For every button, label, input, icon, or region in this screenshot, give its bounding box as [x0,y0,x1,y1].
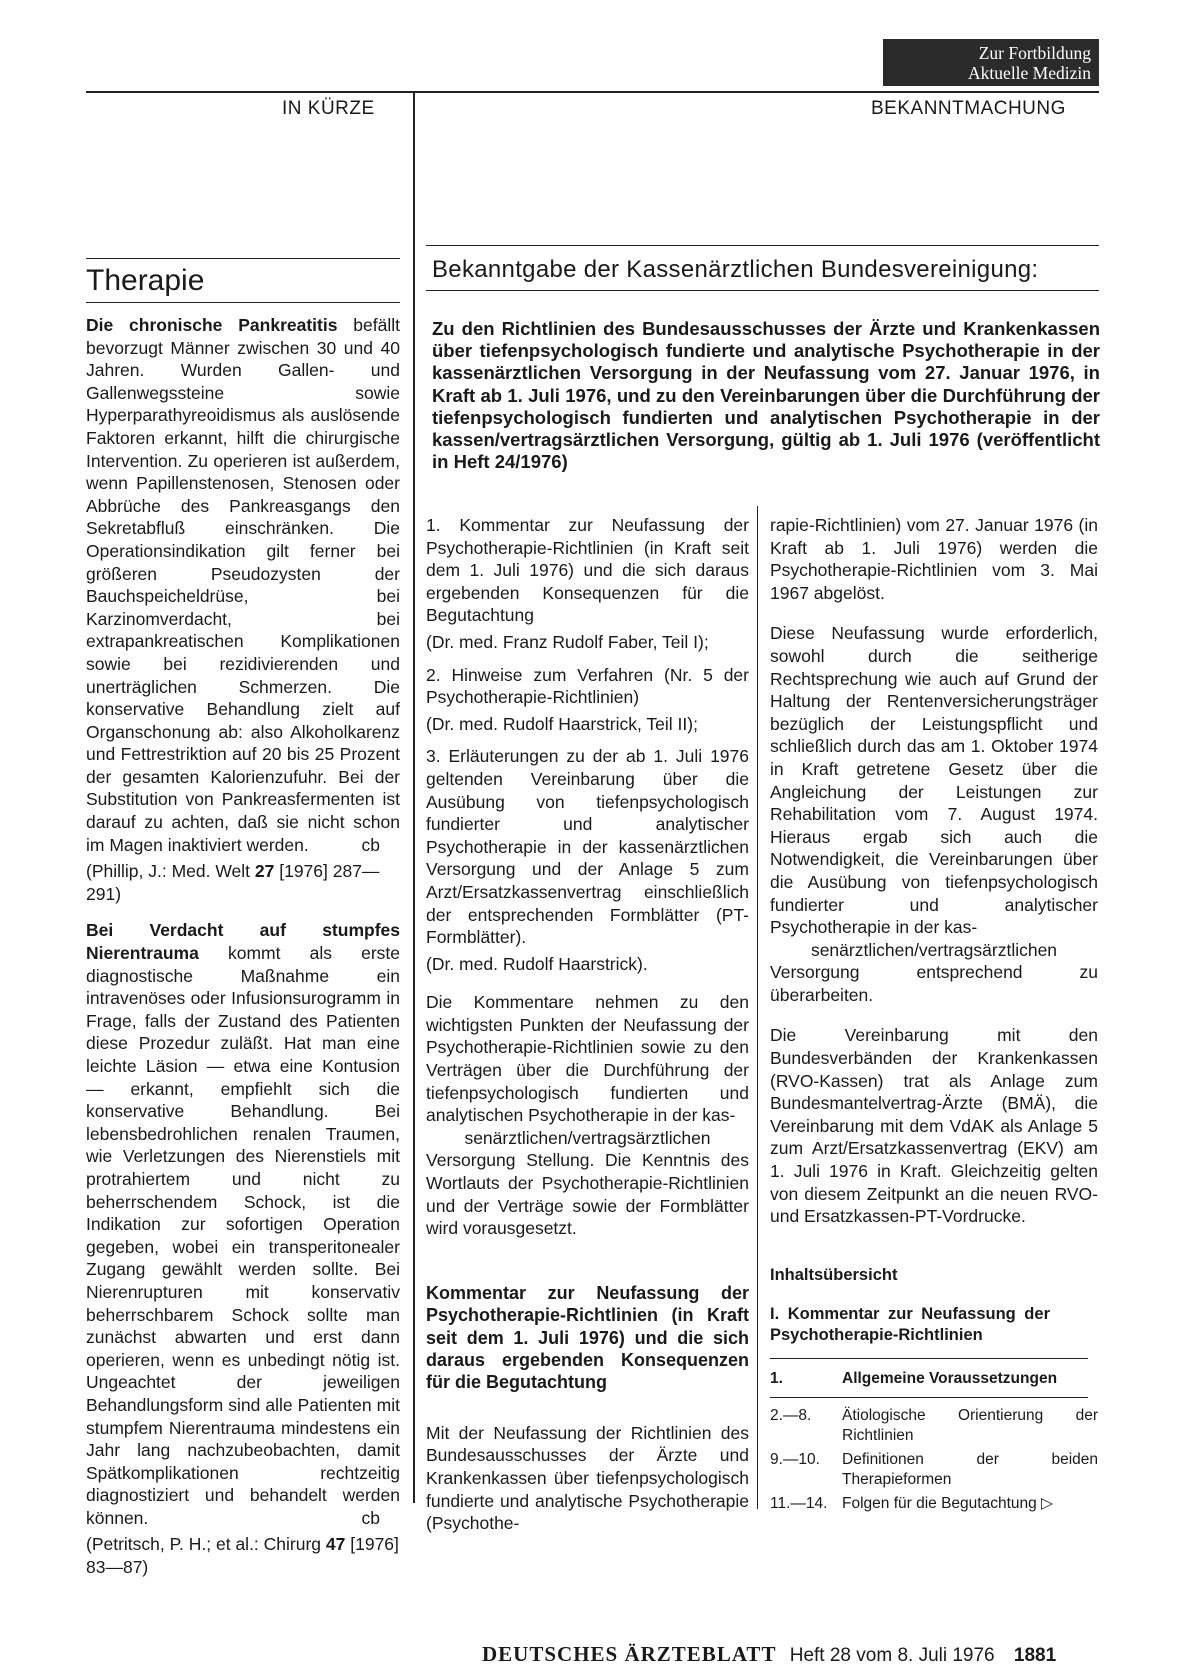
toc-number: 2.—8. [770,1407,812,1425]
paragraph-text: senärztlichen/vertragsärztlichen [464,1127,711,1148]
citation-volume: 47 [325,1534,346,1555]
toc-list [770,1369,1098,1514]
citation-text: (Petritsch, P. H.; et al.: Chirurg [86,1534,326,1555]
page-number: 1881 [1013,1645,1057,1666]
middle-column-text [426,514,749,1545]
right-column-text [770,514,1098,1514]
article-lead: Bei Verdacht auf stumpfes Nierentrauma [86,920,400,964]
toc-row [770,1494,1098,1514]
toc-text: Definitionen der beiden Therapieformen [842,1451,1098,1489]
paragraph-text: Die Kommentare nehmen zu den wichtigsten Punkten der Neufassung der Psychotherapie-Richtlinien sowie zu den Verträgen über die Durchführung der tiefenpsychologisch fundierten und analytischen Psychotherapie in der kas- [426,992,749,1126]
citation-pages: [1976] 287—291) [86,861,380,904]
author-sign: cb [361,834,380,855]
paragraph: 1. Kommentar zur Neufassung der Psychotherapie-Richtlinien (in Kraft seit dem 1. Juli 1976) und die sich daraus ergebenden Konsequenzen für die Begutachtung [426,515,749,626]
author-sign: cb [361,1507,380,1528]
column-divider [413,91,415,1503]
author-line: (Dr. med. Franz Rudolf Faber, Teil I); [426,631,709,652]
citation-text: (Phillip, J.: Med. Welt [86,861,255,882]
announcement-rule-top [426,245,1099,246]
paragraph-text: Versorgung Stellung. Die Kenntnis des Wortlauts der Psychotherapie-Richtlinien und der Verträge sowie der Formblätter wird vorausgesetzt. [426,1150,749,1239]
paragraph: rapie-Richtlinien) vom 27. Januar 1976 (in Kraft ab 1. Juli 1976) werden die Psychotherapie-Richtlinien vom 3. Mai 1967 abgelöst. [770,515,1098,603]
article-nierentrauma [86,919,400,1529]
section-badge [883,39,1099,86]
subheading: Kommentar zur Neufassung der Psychotherapie-Richtlinien (in Kraft seit dem 1. Juli 1976) und die sich daraus ergebenden Konsequenzen für die Begutachtung [426,1282,749,1393]
toc-number: 1. [770,1370,783,1388]
toc-row [770,1406,1098,1446]
section-title: Therapie [86,264,205,297]
header-left: IN KÜRZE [282,98,375,119]
citation-volume: 27 [254,861,275,882]
announcement-rule-bottom [426,290,1099,291]
paragraph: 3. Erläuterungen zu der ab 1. Juli 1976 geltenden Vereinbarung über die Ausübung von tiefenpsychologisch fundierter und analytischer Psychotherapie in der kassenärztlichen Versorgung und der Anlage 5 zum Arzt/Ersatzkassenvertrag einschließlich der entsprechenden Formblätter (PT-Formblätter). [426,746,749,948]
header-rule [86,91,1099,93]
toc-title: Inhaltsübersicht [770,1265,898,1284]
badge-line-1: Zur Fortbildung [978,43,1091,63]
paragraph: 2. Hinweise zum Verfahren (Nr. 5 der Psychotherapie-Richtlinien) [426,664,749,708]
citation [86,1533,400,1578]
toc-section: I. Kommentar zur Neufassung der Psychotherapie-Richtlinien [770,1305,1050,1345]
paragraph: Mit der Neufassung der Richtlinien des Bundesausschusses der Ärzte und Krankenkassen über tiefenpsychologisch fundierte und analytische Psychotherapie (Psychothe- [426,1422,749,1534]
left-column-text [86,314,400,1589]
toc-text: Allgemeine Voraussetzungen [842,1370,1058,1388]
announcement-lead: Zu den Richtlinien des Bundesausschusses der Ärzte und Krankenkassen über tiefenpsychologisch fundierte und analytische Psychotherapie in der kassenärztlichen Versorgung in der Neufassung vom 27. Januar 1976, in Kraft ab 1. Juli 1976, und zu den Vereinbarungen über die Durchführung der tiefenpsychologisch fundierten und analytischen Psychotherapie in der kassen/vertragsärztlichen Versorgung, gültig ab 1. Juli 1976 (veröffentlicht in Heft 24/1976) [432,318,1100,473]
issue-info: Heft 28 vom 8. Juli 1976 [789,1645,995,1666]
toc-number: 11.—14. [770,1495,828,1513]
paragraph-text: Versorgung entsprechend zu überarbeiten. [770,962,1098,1005]
article-lead: Die chronische Pankreatitis [86,315,338,335]
inner-column-divider [757,506,758,1509]
masthead: DEUTSCHES ÄRZTEBLATT [482,1642,777,1666]
announcement-title: Bekanntgabe der Kassenärztlichen Bundesvereinigung: [432,256,1039,283]
therapie-rule-top [86,258,400,259]
author-line: (Dr. med. Rudolf Haarstrick, Teil II); [426,713,698,734]
therapie-rule-bottom [86,302,400,303]
toc-rule [770,1358,1088,1359]
author-line: (Dr. med. Rudolf Haarstrick). [426,953,648,974]
page-footer [482,1642,1056,1667]
toc-rule [770,1397,1088,1398]
toc-row [770,1369,1098,1389]
toc-text: Folgen für die Begutachtung ▷ [842,1495,1053,1513]
header-right: BEKANNTMACHUNG [871,98,1066,119]
paragraph-text: senärztlichen/vertragsärztlichen [810,939,1058,960]
toc-text: Ätiologische Orientierung der Richtlinien [842,1407,1098,1445]
paragraph-text: Diese Neufassung wurde erforderlich, sowohl durch die seitherige Rechtsprechung wie auch auf Grund der Haltung der Rentenversicherungsträger bezüglich der Leistungspflicht und schließlich durch das am 1. Oktober 1974 in Kraft getretene Gesetz über die Angleichung der Leistungen zur Rehabilitation vom 7. August 1974. Hieraus ergab sich auch die Notwendigkeit, die Vereinbarungen über die Ausübung von tiefenpsychologisch fundierter und analytischer Psychotherapie in der kas- [770,623,1098,938]
paragraph [770,622,1098,1006]
citation [86,860,400,905]
toc-row [770,1450,1098,1490]
article-pankreatitis [86,314,400,856]
paragraph: Die Vereinbarung mit den Bundesverbänden der Krankenkassen (RVO-Kassen) trat als Anlage zum Bundesmantelvertrag-Ärzte (BMÄ), die Vereinbarung mit dem VdAK als Anlage 5 zum Arzt/Ersatzkassenvertrag (EKV) am 1. Juli 1976 in Kraft. Gleichzeitig gelten von diesem Zeitpunkt an die neuen RVO- und Ersatzkassen-PT-Vordrucke. [770,1025,1098,1227]
toc-number: 9.—10. [770,1451,820,1469]
paragraph [426,991,749,1240]
article-body: befällt bevorzugt Männer zwischen 30 und 40 Jahren. Wurden Gallen- und Gallenwegssteine sowie Hyperparathyreoidismus als auslösende Faktoren erkannt, hilft die chirurgische Intervention. Zu operieren ist außerdem, wenn Papillenstenosen, Stenosen oder Abbrüche des Pankreasgangs den Sekretabfluß einschränken. Die Operationsindikation gilt ferner bei größeren Pseudozysten der Bauchspeicheldrüse, bei Karzinomverdacht, bei extrapankreatischen Komplikationen sowie bei rezidivierenden und unerträglichen Schmerzen. Die konservative Behandlung zielt auf Organschonung ab: also Alkoholkarenz und Fettrestriktion auf 20 bis 25 Prozent der gesamten Kalorienzufuhr. Bei der Substitution von Pankreasfermenten ist darauf zu achten, daß sie nicht schon im Magen inaktiviert werden. [86,315,400,855]
badge-line-2: Aktuelle Medizin [968,63,1091,83]
citation-pages: [1976] 83—87) [86,1534,399,1578]
article-body: kommt als erste diagnostische Maßnahme ein intravenöses oder Infusionsurogramm in Frage, falls der Zustand des Patienten diese Prozedur zuläßt. Hat man eine leichte Läsion — etwa eine Kontusion — erkannt, empfiehlt sich die konservative Behandlung. Bei lebensbedrohlichen renalen Traumen, wie Verletzungen des Nierenstiels mit protrahiertem und nicht zu beherrschendem Schock, ist die Indikation zur sofortigen Operation gegeben, wobei ein transperitonealer Zugang gewählt werden sollte. Bei Nierenrupturen mit konservativ beherrschbarem Schock sollte man zunächst abwarten und erst dann operieren, wenn es unbedingt nötig ist. Ungeachtet der jeweiligen Behandlungsform sind alle Patienten mit stumpfem Nierentrauma mindestens ein Jahr lang nachzubeobachten, damit Spätkomplikationen rechtzeitig diagnostiziert und behandelt werden können. [86,943,400,1528]
